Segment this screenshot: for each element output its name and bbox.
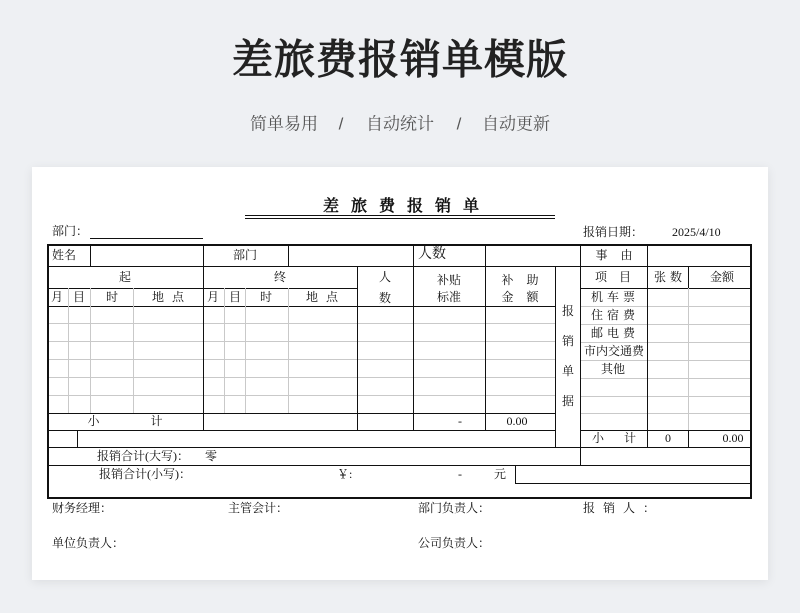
amount-header: 金额 xyxy=(709,270,735,284)
allowance-standard-header-1: 补贴 xyxy=(436,273,462,287)
total-upper-label: 报销合计(大写)： xyxy=(97,449,189,463)
receipts-label-char: 单 xyxy=(561,364,575,378)
feature-separator: / xyxy=(456,114,462,134)
people-header-1: 人 xyxy=(378,270,392,284)
date-value: 2025/4/10 xyxy=(672,225,721,239)
claimant-label: 报 销 人 ： xyxy=(583,501,656,515)
feature-separator: / xyxy=(338,114,344,134)
table-rule-horizontal xyxy=(245,218,555,219)
matter-label: 事 由 xyxy=(595,248,633,262)
end-hour-label: 时 xyxy=(259,290,273,304)
feature-auto-statistics: 自动统计 xyxy=(366,114,434,134)
start-hour-label: 时 xyxy=(105,290,119,304)
end-month-label: 月 xyxy=(206,290,220,304)
total-lower-value: - xyxy=(458,467,462,481)
start-day-label: 目 xyxy=(72,290,86,304)
allowance-standard-header-2: 标准 xyxy=(436,290,462,304)
expense-item: 市内交通费 xyxy=(583,344,645,358)
total-lower-currency: ￥: xyxy=(337,467,353,481)
expense-item: 其他 xyxy=(600,362,626,376)
form-title: 差 旅 费 报 销 单 xyxy=(322,198,480,215)
people-count-label: 人数 xyxy=(418,247,446,262)
date-label: 报销日期： xyxy=(583,225,644,239)
start-header: 起 xyxy=(118,270,132,284)
total-lower-unit: 元 xyxy=(493,467,507,481)
start-place-label: 地 点 xyxy=(151,290,185,304)
expense-item: 机 车 票 xyxy=(590,290,636,304)
trip-subtotal-allowance-amount: 0.00 xyxy=(506,414,528,428)
unit-head-label: 单位负责人： xyxy=(52,536,125,550)
feature-easy-to-use: 简单易用 xyxy=(250,114,318,134)
start-month-label: 月 xyxy=(50,290,64,304)
allowance-amount-header-2: 金 额 xyxy=(501,290,539,304)
receipts-label-char: 报 xyxy=(561,304,575,318)
trip-subtotal-label: 小 计 xyxy=(87,414,163,428)
expense-subtotal-amount: 0.00 xyxy=(722,431,744,445)
expense-subtotal-label: 小 计 xyxy=(591,431,637,445)
chief-accountant-label: 主管会计： xyxy=(228,501,289,515)
department-label: 部门： xyxy=(52,224,89,238)
expense-subtotal-count: 0 xyxy=(665,431,671,445)
receipts-label-char: 销 xyxy=(561,334,575,348)
feature-auto-update: 自动更新 xyxy=(482,114,550,134)
count-header: 张 数 xyxy=(653,270,683,284)
company-head-label: 公司负责人： xyxy=(418,536,491,550)
people-header-2: 数 xyxy=(378,291,392,305)
total-upper-value: 零 xyxy=(205,449,218,463)
expense-item: 邮 电 费 xyxy=(590,326,636,340)
item-header: 项 目 xyxy=(594,270,632,284)
end-day-label: 目 xyxy=(228,290,242,304)
row-department-label: 部门 xyxy=(232,248,258,262)
end-place-label: 地 点 xyxy=(305,290,339,304)
total-lower-label: 报销合计(小写)： xyxy=(99,467,191,481)
end-header: 终 xyxy=(273,270,287,284)
department-head-label: 部门负责人： xyxy=(418,501,491,515)
expense-item: 住 宿 费 xyxy=(590,308,636,322)
receipts-label-char: 据 xyxy=(561,394,575,408)
table-rule-horizontal xyxy=(90,238,203,239)
finance-manager-label: 财务经理： xyxy=(52,501,113,515)
page-title: 差旅费报销单模版 xyxy=(232,36,568,83)
table-rule-horizontal xyxy=(245,215,555,216)
trip-subtotal-allowance-standard: - xyxy=(458,414,462,428)
name-label: 姓名 xyxy=(52,248,77,262)
allowance-amount-header-1: 补 助 xyxy=(501,273,539,287)
